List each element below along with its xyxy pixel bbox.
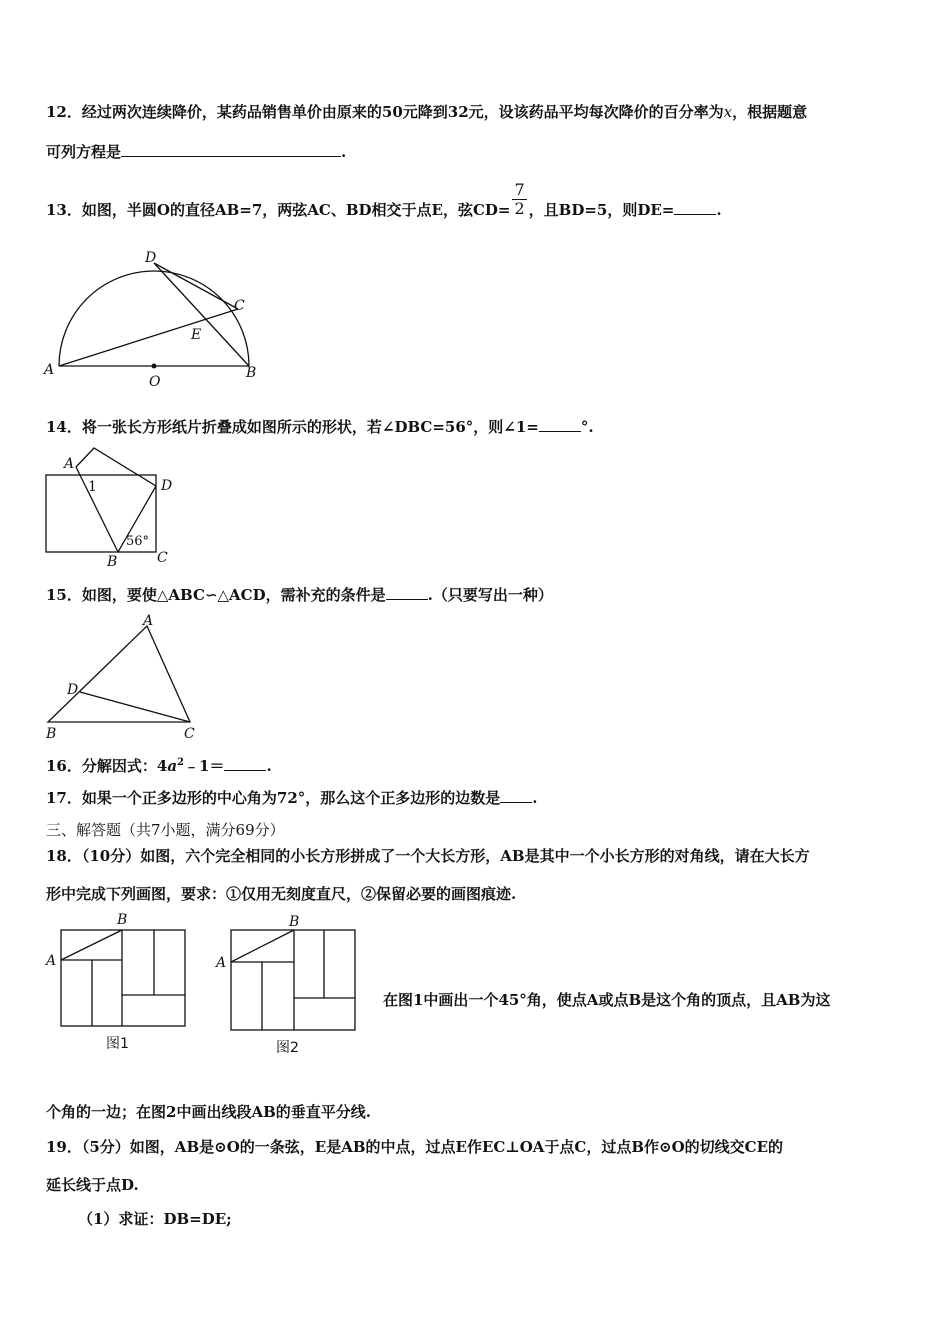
diagonal-ab — [231, 930, 294, 962]
q16-line: 16．分解因式：$4a^2﹣1=$ . — [46, 757, 272, 775]
chord-bd — [154, 263, 249, 366]
label-c: C — [234, 298, 245, 314]
label-b: B — [246, 365, 257, 381]
q18-line2: 形中完成下列画图，要求：①仅用无刻度直尺，②保留必要的画图痕迹. — [46, 885, 517, 903]
big-rectangle — [231, 930, 355, 1030]
chord-ac — [59, 309, 238, 366]
q19-part1: （1）求证：DB=DE; — [78, 1210, 232, 1228]
q18-line3: 个角的一边；在图2中画出线段AB的垂直平分线. — [46, 1103, 371, 1121]
figure-2-caption: 图2 — [276, 1040, 299, 1056]
q13-fraction: $\frac{7}{2}$ — [514, 179, 525, 218]
label-a: A — [64, 456, 75, 472]
label-d: D — [161, 478, 173, 494]
q16-answer-blank[interactable] — [224, 755, 266, 771]
semicircle-arc — [59, 271, 249, 366]
label-o: O — [149, 374, 161, 390]
q13-line: 13．如图，半圆O的直径AB=7，两弦AC、BD相交于点E，弦CD= $\frac{7}{2}$ ，且BD=5，则DE= . — [46, 179, 722, 219]
q13-semicircle-figure — [40, 250, 265, 390]
q12-line2: 可列方程是 . — [46, 143, 347, 161]
q18-line1: 18．（10分）如图，六个完全相同的小长方形拼成了一个大长方形，AB是其中一个小长方形的对角线，请在大长方 — [46, 847, 810, 865]
fold-line-ab — [76, 467, 118, 552]
center-point-o — [152, 364, 157, 369]
label-b: B — [107, 554, 118, 570]
chord-cd — [154, 263, 238, 309]
label-a: A — [46, 953, 57, 969]
label-b: B — [117, 912, 128, 928]
q15-line: 15．如图，要使△ABC∽△ACD，需补充的条件是 .（只要写出一种） — [46, 586, 553, 604]
figure-1-caption: 图1 — [106, 1036, 129, 1052]
label-56-angle: 56° — [126, 534, 150, 549]
q12-answer-blank[interactable] — [121, 141, 341, 157]
label-d: D — [145, 250, 157, 266]
q17-line: 17．如果一个正多边形的中心角为72°，那么这个正多边形的边数是 . — [46, 789, 538, 807]
q18-figure-1 — [40, 910, 200, 1060]
q19-line2: 延长线于点D. — [46, 1176, 139, 1194]
segment-cd — [80, 692, 190, 722]
label-a: A — [216, 955, 227, 971]
triangle-abc — [48, 626, 190, 722]
label-a: A — [143, 613, 154, 629]
label-d: D — [67, 682, 79, 698]
q12-line1: 12．经过两次连续降价，某药品销售单价由原来的50元降到32元，设该药品平均每次降价的百分率为x，根据题意 — [46, 103, 808, 121]
q14-answer-blank[interactable] — [539, 416, 581, 432]
q15-triangle-figure — [40, 612, 200, 742]
big-rectangle — [61, 930, 185, 1026]
q18-side-text: 在图1中画出一个45°角，使点A或点B是这个角的顶点，且AB为这 — [383, 991, 831, 1009]
q12-variable: x — [723, 103, 733, 121]
label-1: 1 — [88, 479, 97, 495]
q13-answer-blank[interactable] — [674, 199, 716, 215]
label-e: E — [191, 327, 202, 343]
q19-line1: 19．（5分）如图，AB是⊙O的一条弦，E是AB的中点，过点E作EC⊥OA于点C，过点B作⊙O的切线交CE的 — [46, 1138, 784, 1156]
label-c: C — [184, 726, 195, 742]
q15-answer-blank[interactable] — [386, 584, 428, 600]
q14-fold-figure — [40, 446, 190, 570]
section-3-title: 三、解答题（共7小题，满分69分） — [46, 821, 285, 839]
label-a: A — [44, 362, 55, 378]
q18-figure-2 — [210, 910, 370, 1060]
q17-answer-blank[interactable] — [500, 787, 532, 803]
label-b: B — [289, 914, 300, 930]
label-c: C — [157, 550, 168, 566]
label-b: B — [46, 726, 57, 742]
diagonal-ab — [61, 930, 122, 960]
q14-line: 14．将一张长方形纸片折叠成如图所示的形状，若∠DBC=56°，则∠1= °. — [46, 418, 594, 436]
